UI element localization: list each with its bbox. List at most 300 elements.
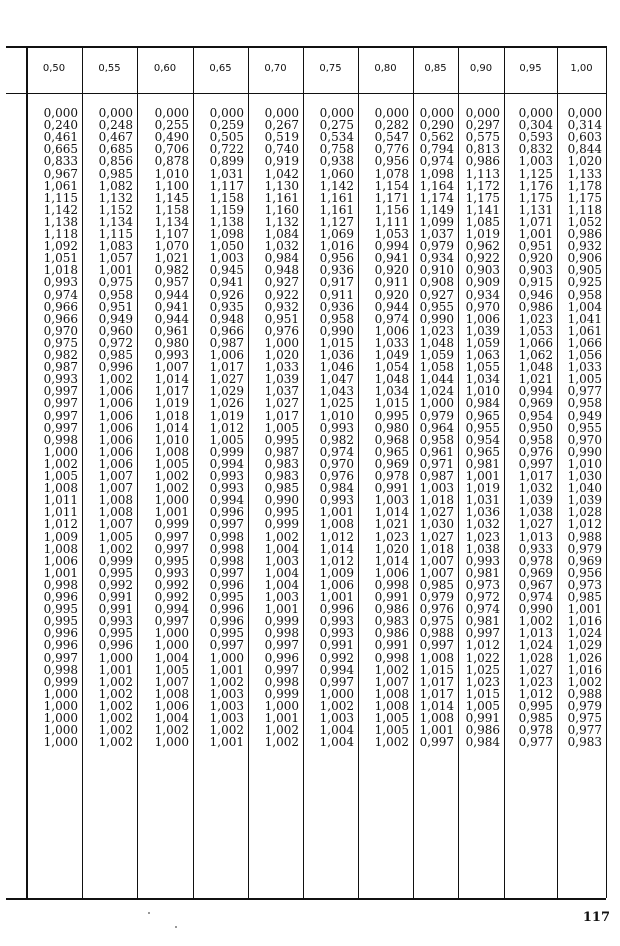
table-cell: 1,002: [264, 735, 299, 750]
table-cell: 1,160: [264, 202, 299, 217]
table-cell: 1,026: [567, 650, 602, 665]
table-cell: 0,934: [419, 251, 454, 266]
table-cell: 0,958: [567, 287, 602, 302]
table-cell: 1,002: [98, 686, 133, 701]
table-cell: 1,041: [567, 311, 602, 326]
table-cell: 0,990: [264, 493, 299, 508]
table-cell: 1,027: [264, 396, 299, 411]
table-cell: 1,005: [154, 456, 189, 471]
table-cell: 1,014: [419, 698, 454, 713]
table-cell: 1,002: [98, 711, 133, 725]
table-cell: 0,984: [465, 735, 500, 750]
table-cell: 1,007: [154, 674, 189, 689]
table-cell: 1,098: [419, 166, 454, 181]
table-cell: 1,006: [98, 408, 133, 423]
table-cell: 1,174: [419, 190, 454, 205]
table-cell: 1,130: [264, 178, 299, 193]
table-cell: 0,984: [465, 396, 500, 411]
table-cell: 1,027: [518, 662, 553, 677]
table-cell: 0,971: [419, 456, 454, 471]
table-cell: 1,010: [465, 384, 500, 399]
table-cell: 0,995: [518, 698, 553, 713]
table-cell: 0,994: [374, 239, 409, 254]
table-cell: 1,009: [319, 565, 354, 580]
table-cell: 0,922: [264, 287, 299, 302]
table-cell: 0,000: [419, 106, 454, 120]
table-cell: 0,987: [264, 444, 299, 459]
table-cell: 1,033: [374, 335, 409, 350]
table-cell: 0,991: [98, 602, 133, 617]
table-cell: 1,007: [419, 565, 454, 580]
table-cell: 1,000: [43, 735, 78, 750]
table-cell: 1,070: [154, 239, 189, 254]
table-cell: 1,092: [43, 239, 78, 254]
column-header: 0,95: [519, 63, 542, 74]
table-cell: 0,976: [319, 469, 354, 483]
table-cell: 1,008: [154, 444, 189, 459]
table-cell: 0,993: [319, 626, 354, 641]
table-cell: 1,002: [319, 698, 354, 713]
table-cell: 0,955: [465, 420, 500, 435]
table-cell: 0,995: [264, 505, 299, 520]
table-cell: 0,995: [98, 565, 133, 580]
table-cell: 1,069: [319, 227, 354, 241]
table-cell: 1,039: [465, 323, 500, 338]
table-cell: 0,996: [209, 577, 244, 592]
table-cell: 1,030: [567, 469, 602, 483]
table-cell: 1,084: [264, 227, 299, 241]
table-cell: 0,282: [374, 118, 409, 133]
table-cell: 0,996: [209, 602, 244, 617]
table-cell: 1,085: [465, 214, 500, 229]
table-cell: 0,993: [319, 614, 354, 629]
table-cell: 0,999: [43, 674, 78, 689]
table-cell: 1,015: [319, 335, 354, 350]
table-cell: 0,966: [43, 311, 78, 326]
table-cell: 1,001: [567, 602, 602, 617]
table-cell: 0,950: [518, 420, 553, 435]
table-cell: 0,993: [465, 553, 500, 568]
table-cell: 1,133: [567, 166, 602, 181]
table-cell: 0,979: [567, 541, 602, 556]
table-cell: 1,002: [98, 372, 133, 387]
table-cell: 1,004: [264, 541, 299, 556]
table-cell: 0,976: [419, 602, 454, 617]
table-cell: 1,006: [98, 384, 133, 399]
table-cell: 1,012: [465, 638, 500, 653]
table-cell: 1,176: [518, 178, 553, 193]
table-cell: 0,996: [43, 626, 78, 641]
table-cell: 1,178: [567, 178, 602, 193]
table-cell: 0,954: [465, 432, 500, 447]
column-header: 0,75: [319, 63, 342, 74]
table-cell: 1,033: [264, 360, 299, 375]
table-cell: 0,936: [319, 299, 354, 314]
table-cell: 1,000: [154, 626, 189, 641]
table-cell: 1,008: [43, 541, 78, 556]
table-cell: 0,981: [465, 614, 500, 629]
table-cell: 1,000: [264, 335, 299, 350]
table-cell: 1,008: [374, 698, 409, 713]
page-number: 117: [582, 910, 610, 925]
table-cell: 1,040: [567, 481, 602, 496]
table-cell: 1,017: [419, 674, 454, 689]
table-cell: 0,999: [264, 686, 299, 701]
table-cell: 0,976: [518, 444, 553, 459]
table-cell: 1,002: [209, 723, 244, 738]
table-cell: 0,941: [374, 251, 409, 266]
header-rule: [6, 93, 606, 94]
table-cell: 0,995: [209, 626, 244, 641]
table-cell: 1,008: [98, 505, 133, 520]
table-cell: 0,987: [419, 469, 454, 483]
table-cell: 0,983: [567, 735, 602, 750]
table-cell: 0,992: [154, 577, 189, 592]
table-cell: 1,021: [154, 251, 189, 266]
table-cell: 0,969: [518, 396, 553, 411]
table-cell: 0,994: [209, 493, 244, 508]
table-cell: 0,000: [154, 106, 189, 120]
column-header: 0,85: [424, 63, 447, 74]
table-cell: 0,969: [567, 553, 602, 568]
table-cell: 1,020: [264, 348, 299, 362]
table-cell: 0,970: [567, 432, 602, 447]
table-cell: 0,956: [319, 251, 354, 266]
table-cell: 0,993: [209, 481, 244, 496]
table-cell: 1,010: [154, 166, 189, 181]
table-cell: 0,960: [98, 323, 133, 338]
table-cell: 0,562: [419, 130, 454, 145]
table-cell: 1,030: [419, 517, 454, 532]
table-cell: 1,002: [374, 662, 409, 677]
table-cell: 0,973: [465, 577, 500, 592]
table-cell: 1,010: [567, 456, 602, 471]
table-cell: 1,024: [518, 638, 553, 653]
table-cell: 0,962: [465, 239, 500, 254]
table-cell: 0,995: [209, 590, 244, 604]
table-cell: 1,005: [209, 432, 244, 447]
table-cell: 0,910: [419, 263, 454, 278]
table-cell: 0,996: [209, 614, 244, 629]
table-cell: 1,023: [518, 674, 553, 689]
table-cell: 0,975: [43, 335, 78, 350]
table-cell: 0,982: [319, 432, 354, 447]
table-cell: 1,078: [374, 166, 409, 181]
table-cell: 0,000: [43, 106, 78, 120]
table-cell: 0,998: [209, 553, 244, 568]
table-cell: 1,001: [319, 505, 354, 520]
table-cell: 1,002: [154, 481, 189, 496]
table-cell: 1,006: [465, 311, 500, 326]
table-cell: 0,991: [465, 711, 500, 725]
table-cell: 1,019: [465, 227, 500, 241]
table-cell: 1,003: [209, 251, 244, 266]
table-cell: 0,978: [518, 553, 553, 568]
table-cell: 0,966: [209, 323, 244, 338]
table-cell: 0,977: [518, 735, 553, 750]
table-cell: 1,107: [154, 227, 189, 241]
table-cell: 0,934: [465, 287, 500, 302]
table-cell: 1,011: [43, 493, 78, 508]
table-bottom-rule: [6, 898, 606, 900]
table-cell: 1,012: [209, 420, 244, 435]
table-cell: 1,000: [209, 650, 244, 665]
table-cell: 1,017: [154, 384, 189, 399]
table-cell: 1,012: [319, 553, 354, 568]
table-cell: 1,016: [319, 239, 354, 254]
table-cell: 0,988: [567, 686, 602, 701]
table-cell: 0,999: [98, 553, 133, 568]
table-cell: 0,000: [465, 106, 500, 120]
table-cell: 1,175: [567, 190, 602, 205]
table-cell: 1,050: [209, 239, 244, 254]
table-cell: 0,936: [319, 263, 354, 278]
print-speck: [175, 926, 177, 928]
table-cell: 0,949: [567, 408, 602, 423]
table-cell: 1,115: [98, 227, 133, 241]
table-cell: 0,920: [518, 251, 553, 266]
table-cell: 1,036: [465, 505, 500, 520]
table-cell: 1,006: [98, 420, 133, 435]
table-cell: 0,941: [154, 299, 189, 314]
table-cell: 0,997: [465, 626, 500, 641]
table-cell: 1,037: [419, 227, 454, 241]
table-cell: 1,007: [98, 469, 133, 483]
table-cell: 1,018: [419, 541, 454, 556]
table-cell: 1,001: [319, 590, 354, 604]
table-cell: 1,048: [374, 372, 409, 387]
table-cell: 0,909: [465, 275, 500, 290]
table-cell: 1,071: [518, 214, 553, 229]
table-cell: 1,000: [43, 723, 78, 738]
table-cell: 0,275: [319, 118, 354, 133]
table-cell: 0,967: [518, 577, 553, 592]
table-cell: 1,003: [209, 711, 244, 725]
table-cell: 1,066: [518, 335, 553, 350]
table-cell: 0,981: [465, 456, 500, 471]
table-cell: 1,001: [209, 735, 244, 750]
table-cell: 0,997: [43, 384, 78, 399]
table-cell: 0,908: [419, 275, 454, 290]
table-cell: 1,014: [319, 541, 354, 556]
table-cell: 1,004: [264, 577, 299, 592]
table-cell: 1,031: [465, 493, 500, 508]
table-cell: 1,001: [465, 469, 500, 483]
table-cell: 0,899: [209, 154, 244, 169]
table-cell: 0,998: [209, 541, 244, 556]
table-cell: 1,027: [419, 529, 454, 544]
table-cell: 1,053: [374, 227, 409, 241]
column-header: 0,50: [42, 63, 66, 74]
table-cell: 1,025: [319, 396, 354, 411]
table-cell: 0,990: [419, 311, 454, 326]
table-cell: 0,961: [419, 444, 454, 459]
table-cell: 1,053: [518, 323, 553, 338]
table-cell: 1,154: [374, 178, 409, 193]
table-cell: 1,066: [567, 335, 602, 350]
table-cell: 0,999: [264, 614, 299, 629]
table-cell: 1,161: [264, 190, 299, 205]
table-cell: 1,002: [374, 735, 409, 750]
table-cell: 0,461: [43, 130, 78, 145]
table-cell: 1,003: [209, 698, 244, 713]
table-cell: 1,034: [465, 372, 500, 387]
table-cell: 0,267: [264, 118, 299, 133]
table-cell: 1,127: [319, 214, 354, 229]
table-cell: 1,082: [98, 178, 133, 193]
table-cell: 0,314: [567, 118, 602, 133]
table-cell: 1,000: [43, 711, 78, 725]
table-cell: 0,974: [419, 154, 454, 169]
table-cell: 0,926: [209, 287, 244, 302]
table-cell: 0,740: [264, 142, 299, 157]
table-cell: 0,955: [419, 299, 454, 314]
table-cell: 1,038: [465, 541, 500, 556]
table-cell: 1,016: [567, 614, 602, 629]
table-cell: 1,017: [419, 686, 454, 701]
table-cell: 1,012: [43, 517, 78, 532]
table-cell: 0,993: [154, 565, 189, 580]
table-cell: 0,997: [518, 456, 553, 471]
table-cell: 1,000: [154, 493, 189, 508]
table-cell: 0,915: [518, 275, 553, 290]
table-cell: 0,955: [567, 420, 602, 435]
table-cell: 1,028: [567, 505, 602, 520]
table-cell: 0,240: [43, 118, 78, 133]
table-cell: 0,941: [209, 275, 244, 290]
table-cell: 0,998: [209, 529, 244, 544]
table-cell: 0,995: [154, 553, 189, 568]
column-header: 0,65: [209, 63, 232, 74]
table-cell: 0,988: [419, 626, 454, 641]
table-cell: 1,003: [374, 493, 409, 508]
table-cell: 1,005: [374, 723, 409, 738]
table-cell: 0,986: [374, 626, 409, 641]
table-cell: 0,958: [419, 432, 454, 447]
table-cell: 0,995: [264, 432, 299, 447]
table-cell: 0,927: [264, 275, 299, 290]
table-cell: 1,004: [319, 723, 354, 738]
table-cell: 1,001: [264, 602, 299, 617]
table-cell: 1,002: [518, 614, 553, 629]
table-cell: 0,259: [209, 118, 244, 133]
numeric-table: [6, 22, 606, 900]
table-cell: 1,033: [567, 360, 602, 375]
table-cell: 1,002: [43, 456, 78, 471]
table-cell: 1,132: [264, 214, 299, 229]
table-cell: 0,972: [98, 335, 133, 350]
table-cell: 1,059: [465, 335, 500, 350]
table-cell: 1,100: [154, 178, 189, 193]
table-cell: 1,061: [567, 323, 602, 338]
table-cell: 1,002: [264, 723, 299, 738]
table-cell: 0,856: [98, 154, 133, 169]
table-cell: 1,043: [319, 384, 354, 399]
table-cell: 0,813: [465, 142, 500, 157]
table-cell: 0,986: [374, 602, 409, 617]
table-cell: 0,967: [43, 166, 78, 181]
table-cell: 1,021: [518, 372, 553, 387]
table-cell: 0,993: [43, 275, 78, 290]
table-cell: 0,992: [98, 577, 133, 592]
table-cell: 1,132: [98, 190, 133, 205]
table-cell: 0,992: [154, 590, 189, 604]
table-cell: 0,920: [374, 263, 409, 278]
table-cell: 0,992: [319, 650, 354, 665]
table-cell: 1,017: [209, 360, 244, 375]
table-cell: 0,998: [264, 674, 299, 689]
table-cell: 0,878: [154, 154, 189, 169]
table-cell: 1,006: [209, 348, 244, 362]
table-cell: 1,000: [98, 650, 133, 665]
table-cell: 0,996: [98, 360, 133, 375]
table-cell: 0,000: [319, 106, 354, 120]
table-cell: 0,490: [154, 130, 189, 145]
table-cell: 1,014: [154, 372, 189, 387]
table-cell: 1,049: [374, 348, 409, 362]
table-cell: 1,001: [98, 662, 133, 677]
table-cell: 0,519: [264, 130, 299, 145]
table-cell: 0,000: [209, 106, 244, 120]
table-cell: 0,966: [43, 299, 78, 314]
table-cell: 1,012: [518, 686, 553, 701]
table-cell: 1,042: [264, 166, 299, 181]
table-cell: 0,922: [465, 251, 500, 266]
table-cell: 0,993: [209, 469, 244, 483]
table-cell: 0,986: [465, 154, 500, 169]
table-cell: 0,948: [209, 311, 244, 326]
table-cell: 0,903: [518, 263, 553, 278]
table-cell: 1,032: [465, 517, 500, 532]
table-cell: 0,977: [567, 723, 602, 738]
table-cell: 0,946: [518, 287, 553, 302]
table-cell: 0,985: [518, 711, 553, 725]
table-cell: 1,056: [567, 348, 602, 362]
table-cell: 0,995: [43, 614, 78, 629]
table-cell: 0,998: [43, 577, 78, 592]
table-cell: 1,005: [154, 662, 189, 677]
table-cell: 0,995: [374, 408, 409, 423]
table-cell: 1,052: [567, 214, 602, 229]
table-cell: 1,007: [154, 360, 189, 375]
table-cell: 0,993: [154, 348, 189, 362]
table-cell: 0,706: [154, 142, 189, 157]
table-cell: 1,002: [98, 541, 133, 556]
column-header: 0,90: [469, 63, 493, 74]
table-cell: 0,980: [374, 420, 409, 435]
column-header: 0,70: [264, 63, 287, 74]
table-cell: 0,991: [319, 638, 354, 653]
table-cell: 1,005: [98, 529, 133, 544]
table-cell: 1,125: [518, 166, 553, 181]
table-cell: 1,008: [154, 686, 189, 701]
table-cell: 1,048: [419, 335, 454, 350]
table-cell: 1,032: [264, 239, 299, 254]
column-header: 0,55: [98, 63, 121, 74]
table-cell: 1,008: [419, 650, 454, 665]
table-cell: 0,290: [419, 118, 454, 133]
table-cell: 0,997: [209, 565, 244, 580]
table-cell: 1,039: [264, 372, 299, 387]
table-cell: 1,002: [98, 735, 133, 750]
table-cell: 0,944: [154, 287, 189, 302]
table-cell: 1,005: [264, 420, 299, 435]
table-cell: 1,005: [465, 698, 500, 713]
table-cell: 0,944: [154, 311, 189, 326]
table-cell: 1,001: [43, 565, 78, 580]
table-cell: 1,023: [419, 323, 454, 338]
table-cell: 0,951: [98, 299, 133, 314]
